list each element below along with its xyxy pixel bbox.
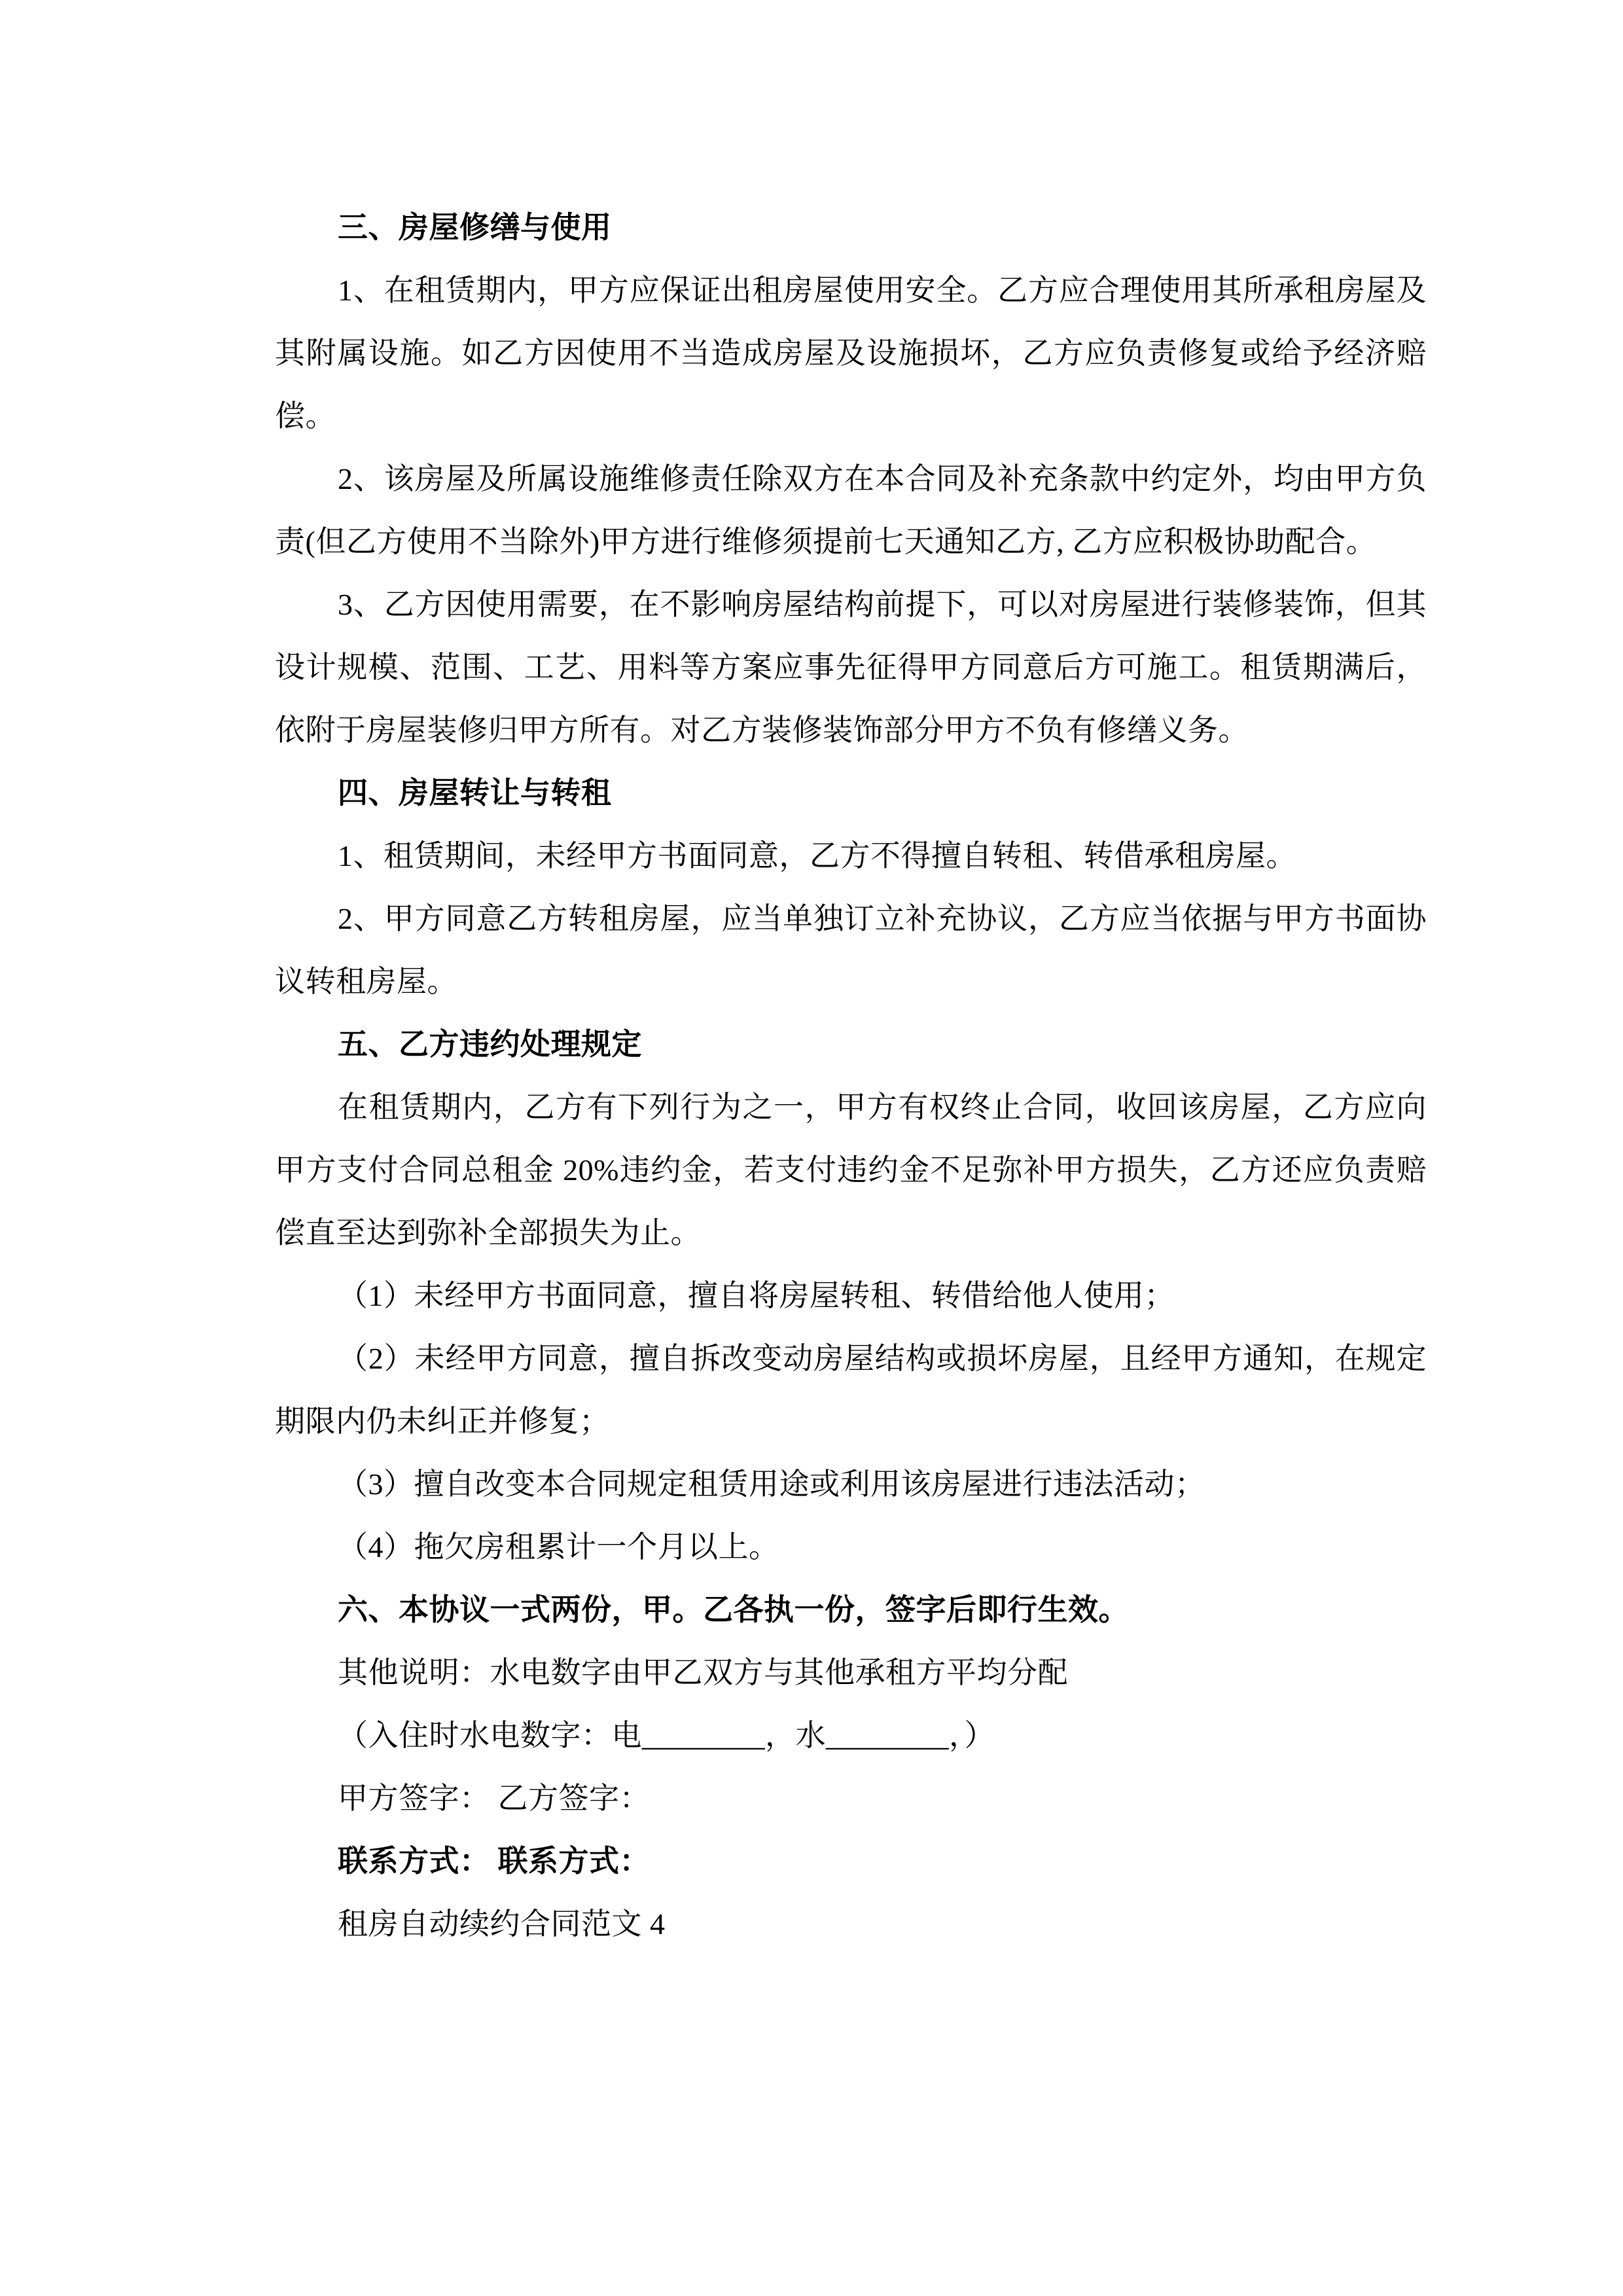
- section-3-item-2: 2、该房屋及所属设施维修责任除双方在本合同及补充条款中约定外，均由甲方负责(但乙方使用不当除外)甲方进行维修须提前七天通知乙方, 乙方应积极协助配合。: [275, 462, 1427, 558]
- section-3-item-3: 3、乙方因使用需要，在不影响房屋结构前提下，可以对房屋进行装修装饰，但其设计规模、范围、工艺、用料等方案应事先征得甲方同意后方可施工。租赁期满后，依附于房屋装修归甲方所有。对乙方装修装饰部分甲方不负有修缮义务。: [275, 588, 1427, 747]
- document-body: [275, 196, 1427, 1956]
- contact-line: 联系方式： 联系方式：: [338, 1844, 650, 1878]
- section-5-item-4: （4）拖欠房租累计一个月以上。: [338, 1530, 779, 1564]
- utility-reading-line: （入住时水电数字：电________，水________，）: [338, 1719, 995, 1752]
- section-heading-6: 六、本协议一式两份，甲。乙各执一份，签字后即行生效。: [338, 1593, 1129, 1626]
- section-5-item-3: （3）擅自改变本合同规定租赁用途或利用该房屋进行违法活动；: [338, 1467, 1205, 1501]
- signature-line: 甲方签字： 乙方签字：: [338, 1782, 650, 1815]
- section-5-item-1: （1）未经甲方书面同意，擅自将房屋转租、转借给他人使用；: [338, 1279, 1175, 1312]
- section-4-item-1: 1、租赁期间，未经甲方书面同意，乙方不得擅自转租、转借承租房屋。: [338, 839, 1296, 872]
- section-4-item-2: 2、甲方同意乙方转租房屋，应当单独订立补充协议，乙方应当依据与甲方书面协议转租房屋。: [275, 902, 1427, 998]
- section-5-item-2: （2）未经甲方同意，擅自拆改变动房屋结构或损坏房屋，且经甲方通知，在规定期限内仍未纠正并修复；: [275, 1342, 1427, 1438]
- section-5-intro: 在租赁期内，乙方有下列行为之一，甲方有权终止合同，收回该房屋，乙方应向甲方支付合同总租金 20%违约金，若支付违约金不足弥补甲方损失，乙方还应负责赔偿直至达到弥补全部损失为止。: [275, 1090, 1427, 1249]
- next-template-title: 租房自动续约合同范文 4: [338, 1907, 666, 1941]
- section-heading-5: 五、乙方违约处理规定: [338, 1028, 642, 1061]
- section-heading-3: 三、房屋修缮与使用: [338, 211, 612, 244]
- section-3-item-1: 1、在租赁期内，甲方应保证出租房屋使用安全。乙方应合理使用其所承租房屋及其附属设施。如乙方因使用不当造成房屋及设施损坏，乙方应负责修复或给予经济赔偿。: [275, 274, 1427, 433]
- other-notes: 其他说明：水电数字由甲乙双方与其他承租方平均分配: [338, 1656, 1068, 1689]
- section-heading-4: 四、房屋转让与转租: [338, 776, 612, 810]
